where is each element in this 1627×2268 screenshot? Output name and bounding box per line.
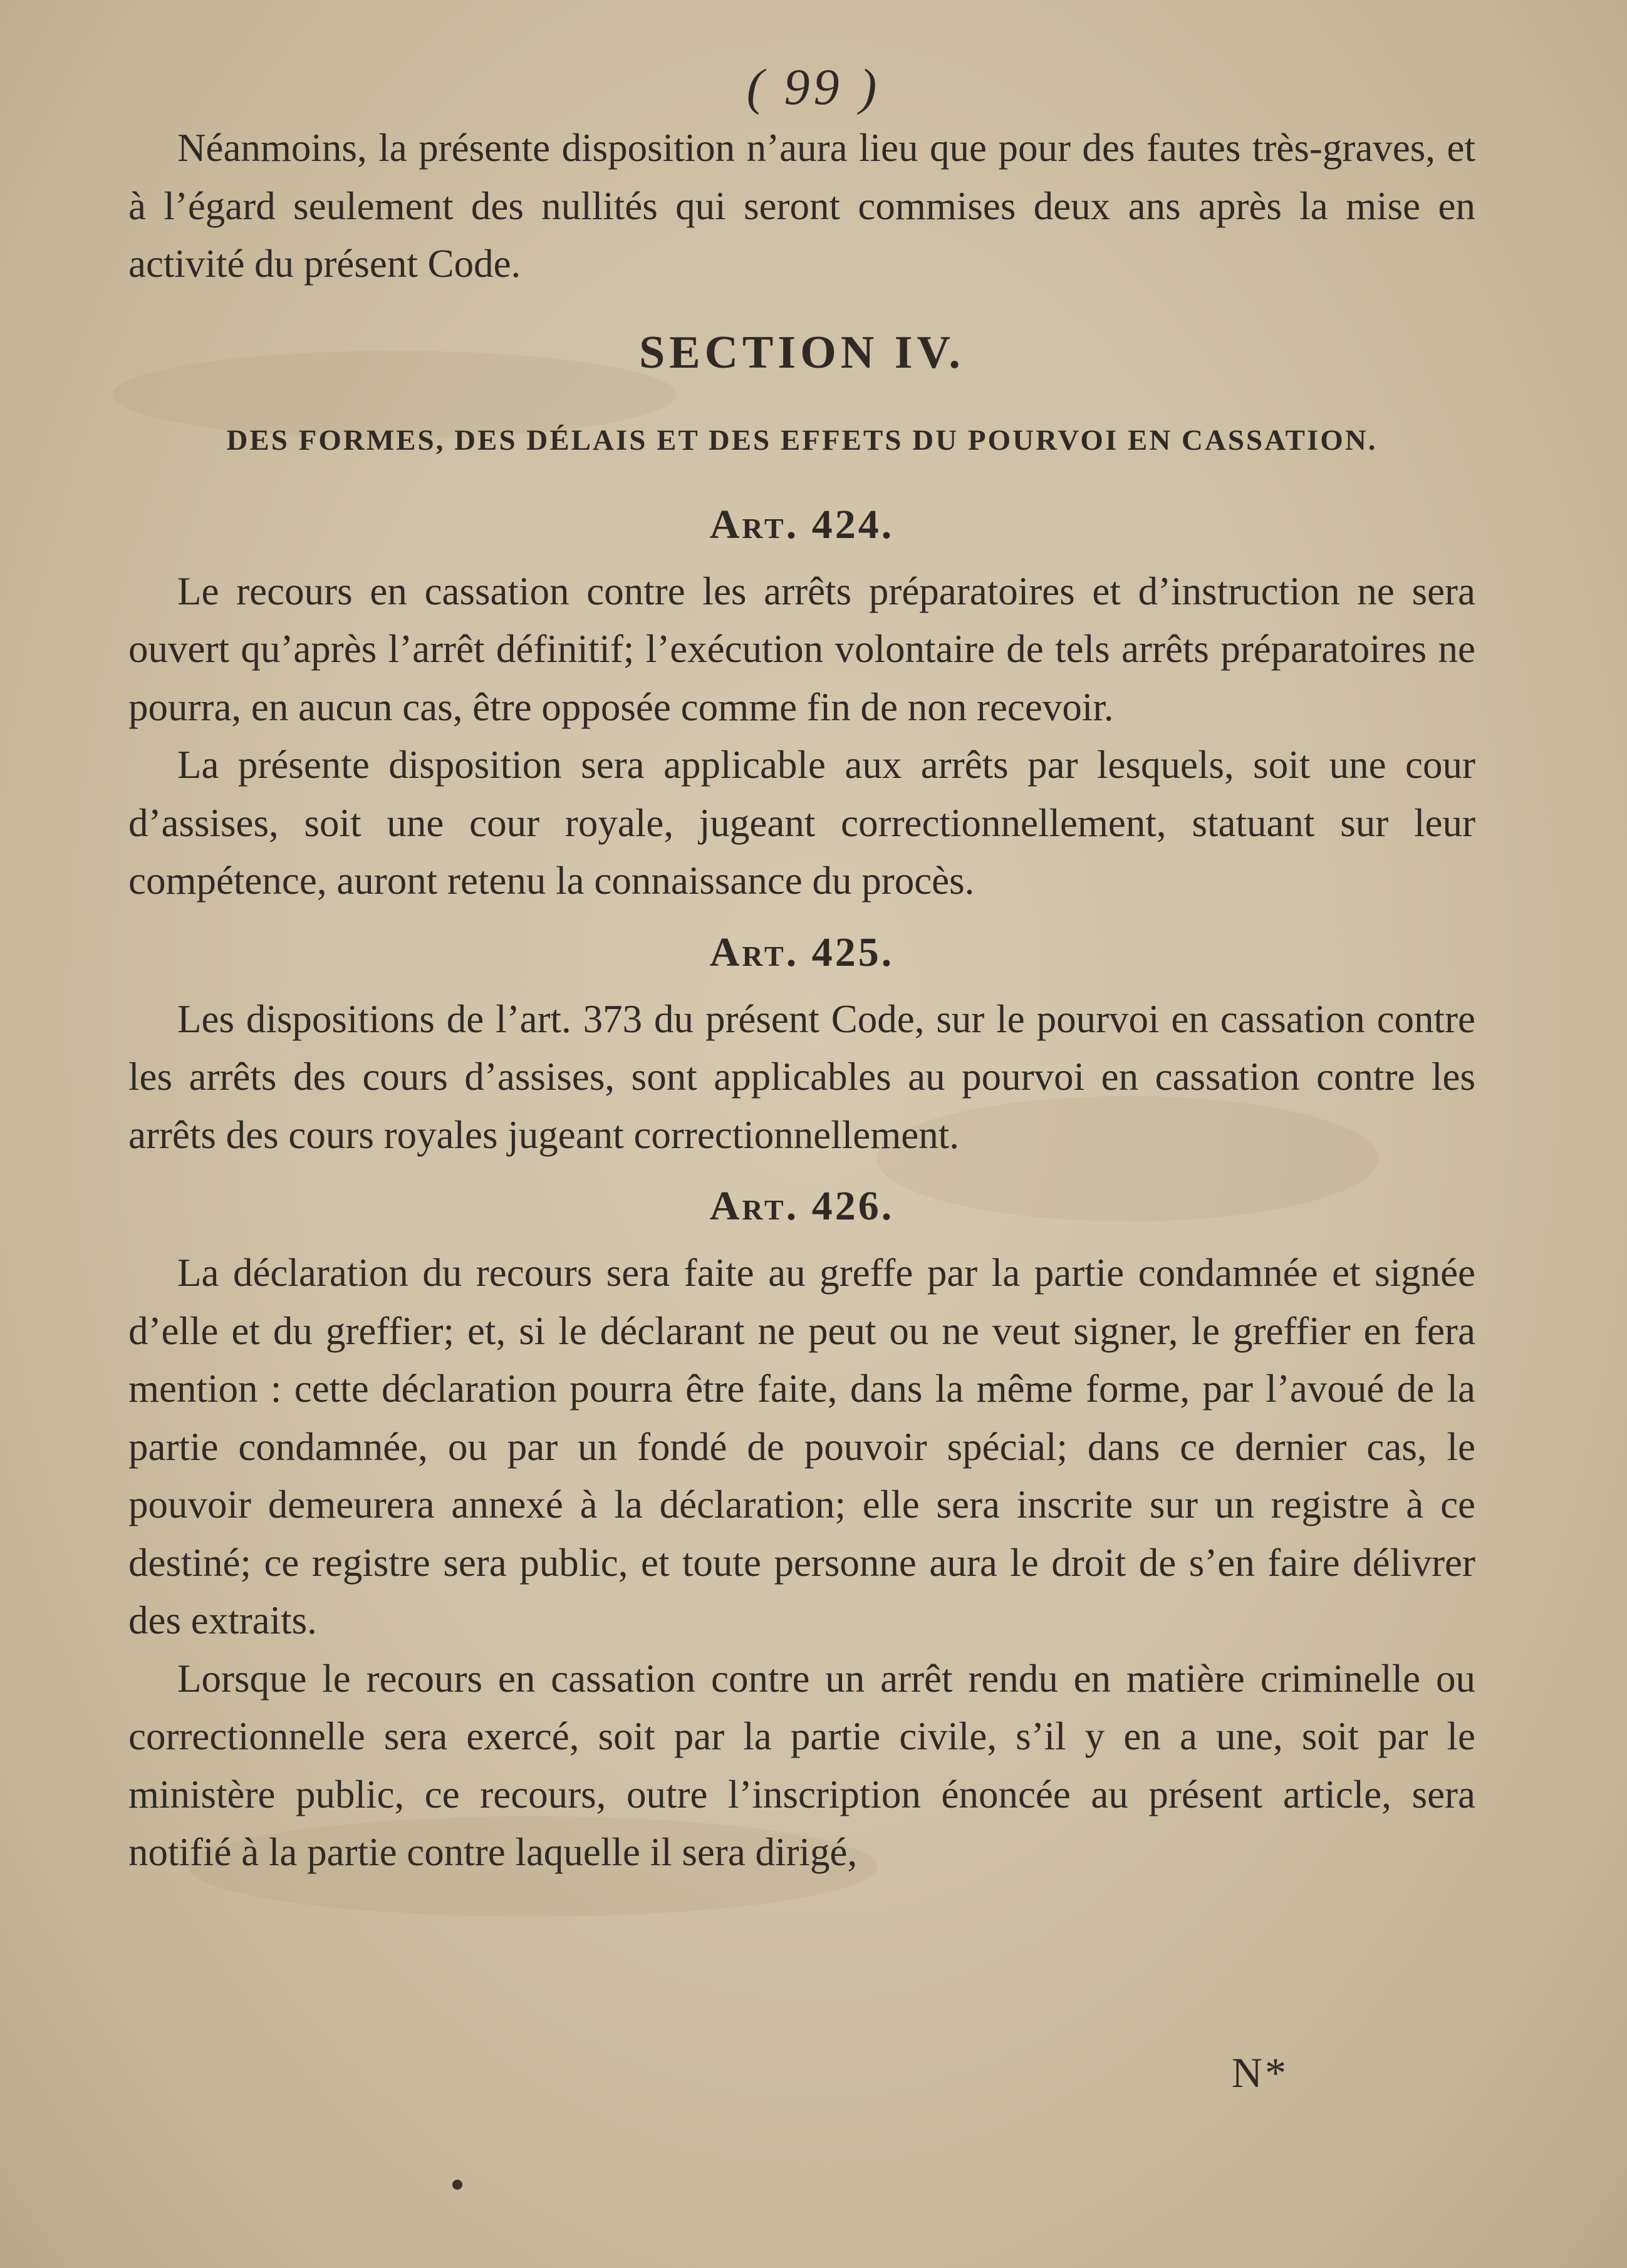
article-424-paragraph-2: La présente disposition sera applicable aux arrêts par lesquels, soit une cour d’assises, soit une cour royale, jugeant correctionnellement, statuant sur leur compétence, auront retenu la connaissance du procès. [128, 743, 1475, 903]
article-426-heading: Art. 426. [709, 1183, 895, 1229]
article-426-paragraph-1: La déclaration du recours sera faite au greffe par la partie condamnée et signée d’elle et du greffier; et, si le déclarant ne peut ou ne veut signer, le greffier en fera mention : cette déclaration pourra être faite, dans la même forme, par l’avoué de la partie condamnée, ou par un fondé de pouvoir spécial; dans ce dernier cas, le pouvoir demeurera annexé à la déclaration; elle sera inscrite sur un registre à ce destiné; ce registre sera public, et toute personne aura le droit de s’en faire délivrer des extraits. [128, 1251, 1475, 1642]
page-number: ( 99 ) [746, 58, 881, 115]
article-425-paragraph-1: Les dispositions de l’art. 373 du présent Code, sur le pourvoi en cassation contre les arrêts des cours d’assises, sont applicables au pourvoi en cassation contre les arrêts des cours royales jugeant correctionnellement. [128, 997, 1475, 1157]
section-heading: SECTION IV. [639, 326, 965, 378]
ink-dot [452, 2180, 462, 2190]
article-424-heading: Art. 424. [709, 501, 895, 547]
article-426-paragraph-2: Lorsque le recours en cassation contre un arrêt rendu en matière criminelle ou correctionnelle sera exercé, soit par la partie civile, s’il y en a une, soit par le ministère public, ce recours, outre l’inscription énoncée au présent article, sera notifié à la partie contre laquelle il sera dirigé, [128, 1656, 1475, 1874]
section-subtitle: DES FORMES, DES DÉLAIS ET DES EFFETS DU POURVOI EN CASSATION. [226, 423, 1378, 457]
intro-paragraph: Néanmoins, la présente disposition n’aura lieu que pour des fautes très-graves, et à l’égard seulement des nullités qui seront commises deux ans après la mise en activité du présent Code. [128, 126, 1475, 286]
article-425-heading: Art. 425. [709, 929, 895, 975]
text-column [128, 119, 1475, 1882]
signature-mark: N* [1231, 2049, 1289, 2096]
article-424-paragraph-1: Le recours en cassation contre les arrêts préparatoires et d’instruction ne sera ouvert qu’après l’arrêt définitif; l’exécution volontaire de tels arrêts préparatoires ne pourra, en aucun cas, être opposée comme fin de non recevoir. [128, 569, 1475, 729]
